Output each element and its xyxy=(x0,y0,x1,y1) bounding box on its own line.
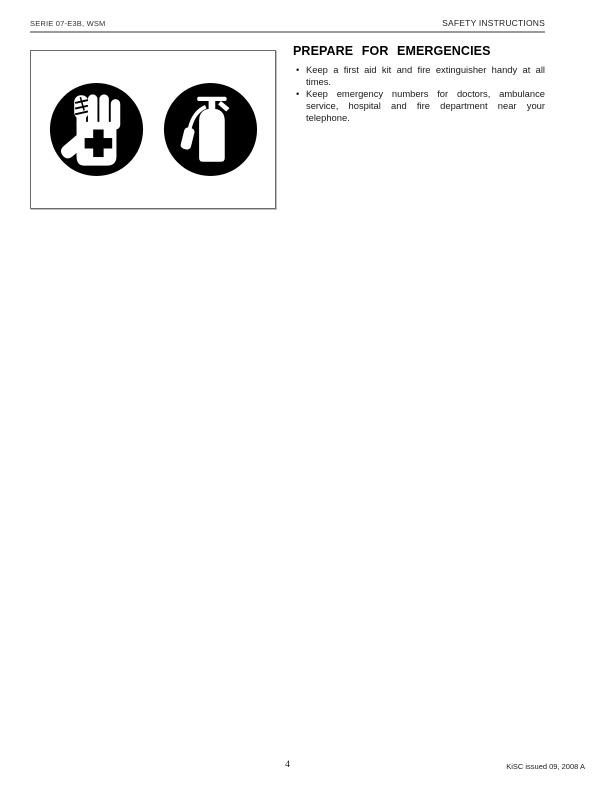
section-content xyxy=(293,44,545,124)
bullet-marker: • xyxy=(296,64,300,75)
safety-figure-box xyxy=(30,50,276,209)
header-section-title: SAFETY INSTRUCTIONS xyxy=(442,18,545,28)
bullet-text-first-aid: Keep a first aid kit and fire extinguisher handy at all times. xyxy=(306,64,545,87)
fire-extinguisher-icon xyxy=(163,82,258,177)
bullet-item-first-aid xyxy=(293,64,545,88)
first-aid-glove-icon xyxy=(49,82,144,177)
bullet-text-emergency-numbers: Keep emergency numbers for doctors, ambulance service, hospital and fire department near your telephone. xyxy=(306,88,545,123)
section-heading: PREPARE FOR EMERGENCIES xyxy=(293,44,491,58)
bandage-detail xyxy=(74,95,88,119)
bullet-item-emergency-numbers xyxy=(293,88,545,124)
header-rule xyxy=(30,31,545,33)
header-doc-title: SERIE 07-E3B, WSM xyxy=(30,19,106,28)
footer-issue-note: KiSC issued 09, 2008 A xyxy=(506,762,585,771)
page-number: 4 xyxy=(285,760,290,770)
bullet-marker: • xyxy=(296,88,300,99)
